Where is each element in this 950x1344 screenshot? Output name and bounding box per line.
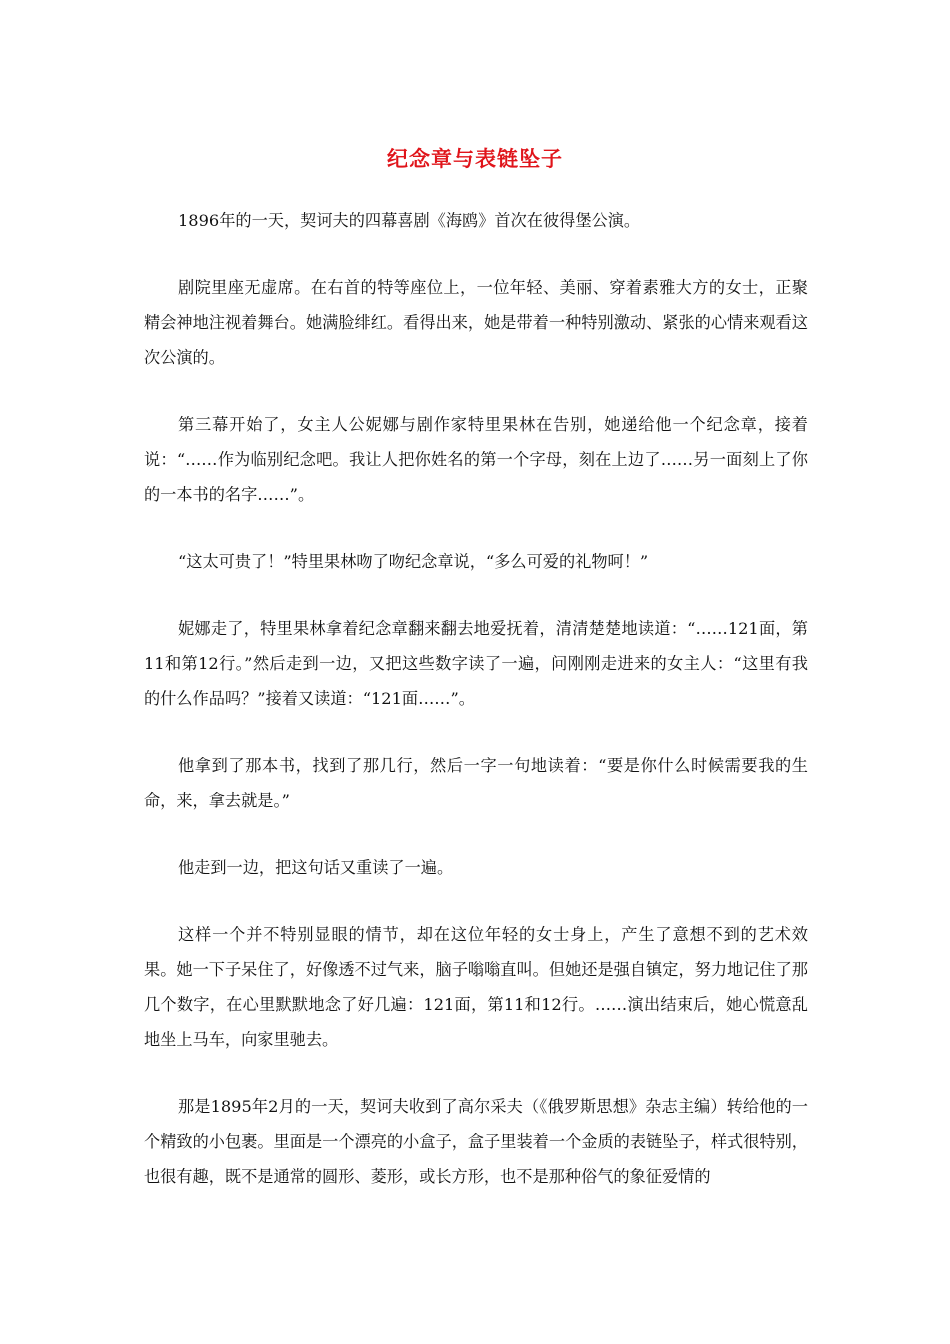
paragraph-5: 妮娜走了，特里果林拿着纪念章翻来翻去地爱抚着，清清楚楚地读道：“……121面，第11和第12行。”然后走到一边，又把这些数字读了一遍，问刚刚走进来的女主人：“这里有我的什么作品吗？”接着又读道：“121面……”。 [144,619,808,708]
paragraph-4: “这太可贵了！”特里果林吻了吻纪念章说，“多么可爱的礼物呵！” [178,552,649,571]
paragraph-1: 1896年的一天，契诃夫的四幕喜剧《海鸥》首次在彼得堡公演。 [178,211,641,230]
document-body [144,203,808,1226]
paragraph-2: 剧院里座无虚席。在右首的特等座位上，一位年轻、美丽、穿着素雅大方的女士，正聚精会神地注视着舞台。她满脸绯红。看得出来，她是带着一种特别激动、紧张的心情来观看这次公演的。 [144,278,808,367]
paragraph-8: 这样一个并不特别显眼的情节，却在这位年轻的女士身上，产生了意想不到的艺术效果。她一下子呆住了，好像透不过气来，脑子嗡嗡直叫。但她还是强自镇定，努力地记住了那几个数字，在心里默默地念了好几遍：121面，第11和12行。……演出结束后，她心慌意乱地坐上马车，向家里驰去。 [144,925,808,1049]
document-title: 纪念章与表链坠子 [387,147,563,171]
paragraph-9: 那是1895年2月的一天，契诃夫收到了高尔采夫（《俄罗斯思想》杂志主编）转给他的一个精致的小包裹。里面是一个漂亮的小盒子，盒子里装着一个金质的表链坠子，样式很特别，也很有趣，既不是通常的圆形、菱形，或长方形，也不是那种俗气的象征爱情的 [144,1097,808,1186]
paragraph-6: 他拿到了那本书，找到了那几行，然后一字一句地读着：“要是你什么时候需要我的生命，来，拿去就是。” [144,756,808,810]
paragraph-3: 第三幕开始了，女主人公妮娜与剧作家特里果林在告别，她递给他一个纪念章，接着说：“……作为临别纪念吧。我让人把你姓名的第一个字母，刻在上边了……另一面刻上了你的一本书的名字……”。 [144,415,808,504]
paragraph-7: 他走到一边，把这句话又重读了一遍。 [178,858,454,877]
